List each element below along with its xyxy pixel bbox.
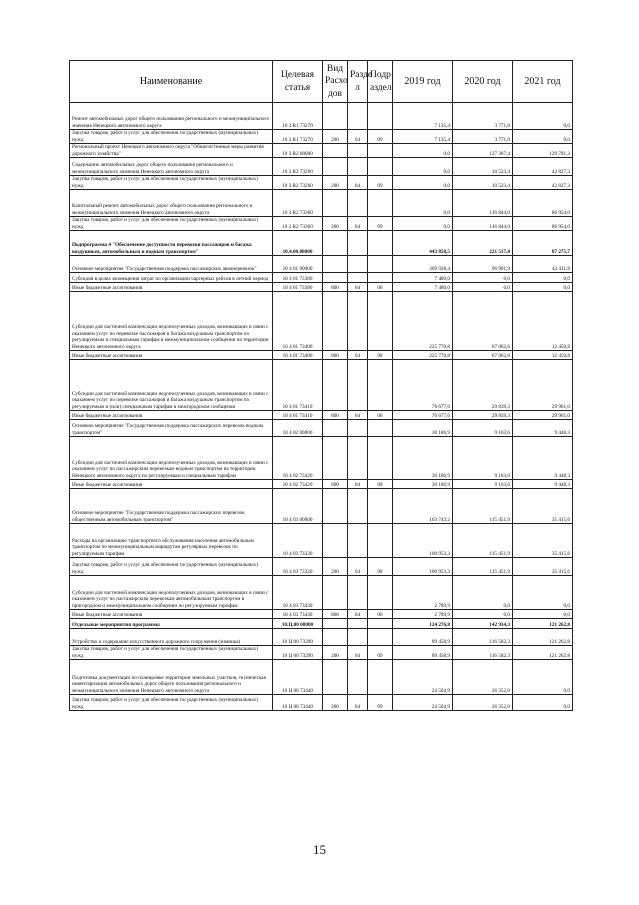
row-podrazdel	[368, 103, 393, 130]
row-vid	[323, 190, 348, 217]
table-row	[70, 524, 573, 558]
row-2019: 100 953,3	[393, 558, 453, 576]
row-name: Подготовка документации по планировке территории земельных участков, техническая инвентаризация автомобильных дорог общего пользования регионального и межмуниципального значения Ненецкого автономного округа	[70, 660, 273, 695]
row-2020: 10 523,4	[453, 158, 513, 176]
row-2019: 0,0	[393, 158, 453, 176]
row-target: 10 4 02 73420	[273, 437, 323, 480]
row-vid: 200	[323, 130, 348, 144]
table-row	[70, 256, 573, 273]
row-vid: 200	[323, 646, 348, 660]
row-2021: 0,0	[513, 283, 573, 292]
table-header-row	[70, 61, 573, 103]
row-name: Закупка товаров, работ и услуг для обеспечения государственных (муниципальных) нужд	[70, 217, 273, 231]
row-2020: 26 352,0	[453, 660, 513, 695]
row-podrazdel: 09	[368, 130, 393, 144]
row-razdel: 04	[348, 695, 368, 711]
row-target: 10 4 01 73380	[273, 273, 323, 283]
row-razdel: 04	[348, 558, 368, 576]
row-target: 10 4 01 73400	[273, 351, 323, 360]
row-razdel	[348, 360, 368, 411]
table-row	[70, 217, 573, 231]
row-2020: 116 582,3	[453, 646, 513, 660]
row-podrazdel	[368, 360, 393, 411]
row-podrazdel: 08	[368, 351, 393, 360]
row-2021: 9 448,3	[513, 437, 573, 480]
row-2020: 0,0	[453, 273, 513, 283]
header-2019: 2019 год	[393, 61, 453, 103]
row-podrazdel	[368, 660, 393, 695]
header-name: Наименование	[70, 61, 273, 103]
row-razdel: 04	[348, 351, 368, 360]
row-target: 10 3 R2 73260	[273, 158, 323, 176]
budget-table	[69, 60, 573, 711]
row-name: Иные бюджетные ассигнования	[70, 351, 273, 360]
row-2019: 2 789,9	[393, 576, 453, 610]
row-2020: 3 771,0	[453, 130, 513, 144]
row-vid	[323, 231, 348, 256]
row-podrazdel	[368, 256, 393, 273]
row-2019: 100 953,3	[393, 524, 453, 558]
row-2019: 76 677,6	[393, 411, 453, 420]
row-podrazdel: 09	[368, 695, 393, 711]
row-razdel	[348, 231, 368, 256]
table-row	[70, 144, 573, 158]
row-razdel: 04	[348, 130, 368, 144]
row-target: 10 4 01 73410	[273, 411, 323, 420]
row-target: 10 4 01 00000	[273, 256, 323, 273]
row-target: 10 3 R1 73270	[273, 130, 323, 144]
row-2021: 35 415,6	[513, 489, 573, 524]
table-row	[70, 351, 573, 360]
table-row	[70, 130, 573, 144]
table-row	[70, 437, 573, 480]
row-name: Субсидии для частичной компенсации недополученных доходов, возникающих в связи с оказанием услуг по пассажирским перевозкам водным транспортом на территории Ненецкого автономного округа по регулируемым и специальным тарифам	[70, 437, 273, 480]
row-vid	[323, 437, 348, 480]
row-2019: 24 504,9	[393, 695, 453, 711]
row-2021: 42 827,3	[513, 158, 573, 176]
row-razdel	[348, 292, 368, 351]
row-2021: 86 954,0	[513, 217, 573, 231]
row-vid	[323, 256, 348, 273]
row-podrazdel	[368, 420, 393, 437]
row-2021: 121 262,8	[513, 646, 573, 660]
row-2020: 67 062,6	[453, 292, 513, 351]
row-2019: 89 458,9	[393, 629, 453, 646]
row-name: Субсидии для частичной компенсации недополученных доходов, возникающих в связи с оказанием услуг по перевозке пассажиров и багажа воздушным транспортом по регулируемым и специальным тарифам в межмуниципальном сообщении на территории Ненецкого автономного округа	[70, 292, 273, 351]
row-vid	[323, 103, 348, 130]
row-2019: 309 928,4	[393, 256, 453, 273]
row-podrazdel: 08	[368, 411, 393, 420]
row-2020: 10 523,4	[453, 176, 513, 190]
row-vid	[323, 360, 348, 411]
row-podrazdel: 09	[368, 217, 393, 231]
row-target: 10 3 R2 73360	[273, 217, 323, 231]
row-razdel	[348, 273, 368, 283]
row-podrazdel	[368, 231, 393, 256]
row-razdel: 04	[348, 480, 368, 489]
row-2020: 115 451,9	[453, 489, 513, 524]
row-2019: 30 186,9	[393, 480, 453, 489]
row-2020: 116 844,0	[453, 190, 513, 217]
row-vid	[323, 576, 348, 610]
row-target: 10 Ц 00 73290	[273, 646, 323, 660]
table-row	[70, 558, 573, 576]
row-2020: 0,0	[453, 610, 513, 619]
table-row	[70, 273, 573, 283]
row-2019: 225 770,8	[393, 292, 453, 351]
row-2021: 9 448,3	[513, 420, 573, 437]
row-target: 10 4 03 73320	[273, 558, 323, 576]
row-2021: 121 262,8	[513, 629, 573, 646]
row-name: Отдельные мероприятия программы	[70, 619, 273, 629]
row-2019: 76 677,6	[393, 360, 453, 411]
table-row	[70, 420, 573, 437]
row-2019: 30 186,9	[393, 420, 453, 437]
table-row	[70, 660, 573, 695]
row-2021: 12 450,8	[513, 292, 573, 351]
row-podrazdel	[368, 273, 393, 283]
row-2021: 0,0	[513, 576, 573, 610]
row-podrazdel	[368, 292, 393, 351]
row-2019: 0,0	[393, 217, 453, 231]
row-target: 10 4 02 00000	[273, 420, 323, 437]
row-razdel: 04	[348, 217, 368, 231]
row-name: Основное мероприятие "Государственная поддержка пассажирских перевозок водным транспортом"	[70, 420, 273, 437]
row-2021: 35 415,6	[513, 558, 573, 576]
row-vid: 200	[323, 695, 348, 711]
row-podrazdel	[368, 576, 393, 610]
header-podrazdel: Подр аздел	[368, 61, 393, 103]
table-row	[70, 103, 573, 130]
row-razdel	[348, 437, 368, 480]
table-row	[70, 292, 573, 351]
row-target: 10 Ц 00 73290	[273, 629, 323, 646]
table-body	[70, 103, 573, 711]
row-razdel	[348, 103, 368, 130]
row-vid	[323, 420, 348, 437]
row-vid	[323, 489, 348, 524]
row-podrazdel: 08	[368, 610, 393, 619]
row-2020: 9 163,6	[453, 480, 513, 489]
row-vid	[323, 144, 348, 158]
row-target: 10 4 01 73400	[273, 292, 323, 351]
table-row	[70, 646, 573, 660]
row-2020: 3 771,0	[453, 103, 513, 130]
row-razdel	[348, 629, 368, 646]
row-podrazdel	[368, 619, 393, 629]
row-target: 10 4 03 73320	[273, 524, 323, 558]
row-target: 10 4 01 73410	[273, 360, 323, 411]
row-target: 10 3 R2 00000	[273, 144, 323, 158]
row-vid	[323, 292, 348, 351]
row-2021: 0,0	[513, 130, 573, 144]
row-2019: 225 770,8	[393, 351, 453, 360]
row-vid	[323, 629, 348, 646]
row-name: Закупка товаров, работ и услуг для обеспечения государственных (муниципальных) нужд	[70, 130, 273, 144]
row-vid: 800	[323, 351, 348, 360]
table-row	[70, 360, 573, 411]
row-2021: 0,0	[513, 660, 573, 695]
row-podrazdel	[368, 190, 393, 217]
row-podrazdel	[368, 524, 393, 558]
table-row	[70, 480, 573, 489]
row-target: 10 3 R2 73360	[273, 190, 323, 217]
row-2021: 12 450,8	[513, 351, 573, 360]
row-2020: 0,0	[453, 576, 513, 610]
row-2019: 7 135,4	[393, 130, 453, 144]
header-2020: 2020 год	[453, 61, 513, 103]
row-razdel	[348, 489, 368, 524]
row-vid: 200	[323, 558, 348, 576]
table-row	[70, 489, 573, 524]
row-2021: 0,0	[513, 610, 573, 619]
row-target: 10.Ц.00 00000	[273, 619, 323, 629]
table-row	[70, 619, 573, 629]
row-razdel	[348, 144, 368, 158]
row-2020: 115 451,9	[453, 524, 513, 558]
row-razdel: 04	[348, 176, 368, 190]
row-target: 10 3 R2 73260	[273, 176, 323, 190]
row-razdel	[348, 190, 368, 217]
row-2021: 29 961,0	[513, 360, 573, 411]
row-vid	[323, 524, 348, 558]
row-razdel: 04	[348, 283, 368, 292]
row-target: 10 4 03 73430	[273, 576, 323, 610]
row-vid: 800	[323, 283, 348, 292]
table-row	[70, 176, 573, 190]
row-target: 10 4 03 00000	[273, 489, 323, 524]
header-vid: Вид Расхо дов	[323, 61, 348, 103]
row-name: Закупка товаров, работ и услуг для обеспечения государственных (муниципальных) нужд	[70, 176, 273, 190]
row-target: 10 4 01 73380	[273, 283, 323, 292]
row-podrazdel	[368, 629, 393, 646]
row-2020: 9 163,6	[453, 437, 513, 480]
row-vid: 800	[323, 480, 348, 489]
row-2021: 0,0	[513, 103, 573, 130]
row-2019: 7 480,0	[393, 273, 453, 283]
table-row	[70, 231, 573, 256]
table-row	[70, 411, 573, 420]
row-2020: 116 844,0	[453, 217, 513, 231]
row-2019: 0,0	[393, 144, 453, 158]
row-podrazdel: 09	[368, 176, 393, 190]
row-razdel	[348, 524, 368, 558]
row-2020: 96 901,9	[453, 256, 513, 273]
row-podrazdel: 08	[368, 283, 393, 292]
row-podrazdel: 08	[368, 480, 393, 489]
row-podrazdel	[368, 489, 393, 524]
row-target: 10.4.00.00000	[273, 231, 323, 256]
row-podrazdel: 08	[368, 558, 393, 576]
row-razdel	[348, 576, 368, 610]
row-vid: 800	[323, 610, 348, 619]
row-2021: 87 275,7	[513, 231, 573, 256]
row-razdel: 04	[348, 646, 368, 660]
table-row	[70, 283, 573, 292]
row-2019: 89 458,9	[393, 646, 453, 660]
row-2021: 35 415,6	[513, 524, 573, 558]
table-row	[70, 695, 573, 711]
row-name: Содержание автомобильных дорог общего пользования регионального и межмуниципального значения Ненецкого автономного округа	[70, 158, 273, 176]
row-name: Субсидии для частичной компенсации недополученных доходов, возникающих в связи с оказанием услуг по перевозке пассажиров и багажа воздушным транспортом по регулируемым и (или) специальным тарифам в межгородском сообщении	[70, 360, 273, 411]
table-row	[70, 610, 573, 619]
row-vid	[323, 660, 348, 695]
row-name: Ремонт автомобильных дорог общего пользования регионального и межмуниципального значения Ненецкого автономного округа	[70, 103, 273, 130]
row-name: Субсидия в целях возмещения затрат по организации чартерных рейсов в летний период	[70, 273, 273, 283]
row-name: Капитальный ремонт автомобильных дорог общего пользования регионального и межмуниципального значения Ненецкого автономного округа	[70, 190, 273, 217]
header-razdel: Разде л	[348, 61, 368, 103]
row-2019: 7 480,0	[393, 283, 453, 292]
row-name: Субсидии для частичной компенсации недополученных доходов, возникающих в связи с оказанием услуг по пассажирским перевозкам автомобильным транспортом в пригородном и межмуниципальном сообщении по регулируемым тарифам	[70, 576, 273, 610]
row-name: Устройство и содержание искусственного дорожного сооружения (зимника)	[70, 629, 273, 646]
row-razdel	[348, 256, 368, 273]
row-razdel	[348, 158, 368, 176]
row-2021: 0,0	[513, 273, 573, 283]
row-name: Подпрограмма 4 "Обеспечение доступности перевозки пассажиров и багажа воздушным, автомобильным и водным транспортом"	[70, 231, 273, 256]
table-row	[70, 629, 573, 646]
row-target: 10 4 03 73430	[273, 610, 323, 619]
header-2021: 2021 год	[513, 61, 573, 103]
budget-table-container	[69, 60, 572, 810]
row-2020: 9 163,6	[453, 420, 513, 437]
row-2019: 7 135,4	[393, 103, 453, 130]
row-name: Основное мероприятие "Государственная поддержка пассажирских авиаперевозок"	[70, 256, 273, 273]
row-2021: 29 961,0	[513, 411, 573, 420]
row-vid: 200	[323, 176, 348, 190]
row-2019: 0,0	[393, 190, 453, 217]
row-2020: 116 582,3	[453, 629, 513, 646]
row-name: Иные бюджетные ассигнования	[70, 283, 273, 292]
row-podrazdel	[368, 144, 393, 158]
table-row	[70, 190, 573, 217]
row-2019: 30 186,9	[393, 437, 453, 480]
row-target: 10 Ц 00 73440	[273, 660, 323, 695]
row-2021: 86 954,0	[513, 190, 573, 217]
row-vid	[323, 158, 348, 176]
row-vid: 800	[323, 411, 348, 420]
row-2021: 42 411,8	[513, 256, 573, 273]
row-2020: 26 352,0	[453, 695, 513, 711]
row-vid	[323, 619, 348, 629]
row-name: Расходы на организацию транспортного обслуживания населения автомобильным транспортом по межмуниципальным маршрутам регулярных перевозок по регулируемым тарифам	[70, 524, 273, 558]
row-podrazdel: 09	[368, 646, 393, 660]
row-name: Закупка товаров, работ и услуг для обеспечения государственных (муниципальных) нужд	[70, 646, 273, 660]
page-number: 15	[313, 842, 326, 857]
row-target: 10 Ц 00 73440	[273, 695, 323, 711]
row-2020: 29 839,3	[453, 360, 513, 411]
row-2019: 103 743,2	[393, 489, 453, 524]
row-2021: 121 262,8	[513, 619, 573, 629]
row-name: Закупка товаров, работ и услуг для обеспечения государственных (муниципальных) нужд	[70, 695, 273, 711]
row-name: Иные бюджетные ассигнования	[70, 480, 273, 489]
row-razdel	[348, 660, 368, 695]
table-row	[70, 576, 573, 610]
row-name: Основное мероприятие "Государственная поддержка пассажирских перевозок общественным автомобильным транспортом"	[70, 489, 273, 524]
row-razdel	[348, 619, 368, 629]
row-2020: 142 934,3	[453, 619, 513, 629]
row-2021: 42 827,3	[513, 176, 573, 190]
row-2020: 115 451,9	[453, 558, 513, 576]
row-2020: 221 517,4	[453, 231, 513, 256]
row-razdel	[348, 420, 368, 437]
row-vid: 200	[323, 217, 348, 231]
row-2020: 127 367,4	[453, 144, 513, 158]
row-2021: 129 781,3	[513, 144, 573, 158]
row-podrazdel	[368, 158, 393, 176]
table-row	[70, 158, 573, 176]
row-2019: 0,0	[393, 176, 453, 190]
row-2019: 24 504,9	[393, 660, 453, 695]
row-name: Иные бюджетные ассигнования	[70, 411, 273, 420]
row-target: 10 4 02 73420	[273, 480, 323, 489]
row-razdel: 04	[348, 411, 368, 420]
row-name: Иные бюджетные ассигнования	[70, 610, 273, 619]
row-vid	[323, 273, 348, 283]
row-razdel: 04	[348, 610, 368, 619]
row-2019: 2 789,9	[393, 610, 453, 619]
row-2019: 443 858,5	[393, 231, 453, 256]
row-podrazdel	[368, 437, 393, 480]
row-2020: 67 062,6	[453, 351, 513, 360]
row-target: 10 3 R1 73270	[273, 103, 323, 130]
row-name: Региональный проект Ненецкого автономного округа "Общесистемные меры развития дорожного хозяйства"	[70, 144, 273, 158]
row-name: Закупка товаров, работ и услуг для обеспечения государственных (муниципальных) нужд	[70, 558, 273, 576]
row-2020: 29 839,3	[453, 411, 513, 420]
row-2020: 0,0	[453, 283, 513, 292]
header-target: Целевая статья	[273, 61, 323, 103]
row-2019: 124 276,8	[393, 619, 453, 629]
row-2021: 9 448,3	[513, 480, 573, 489]
row-2021: 0,0	[513, 695, 573, 711]
